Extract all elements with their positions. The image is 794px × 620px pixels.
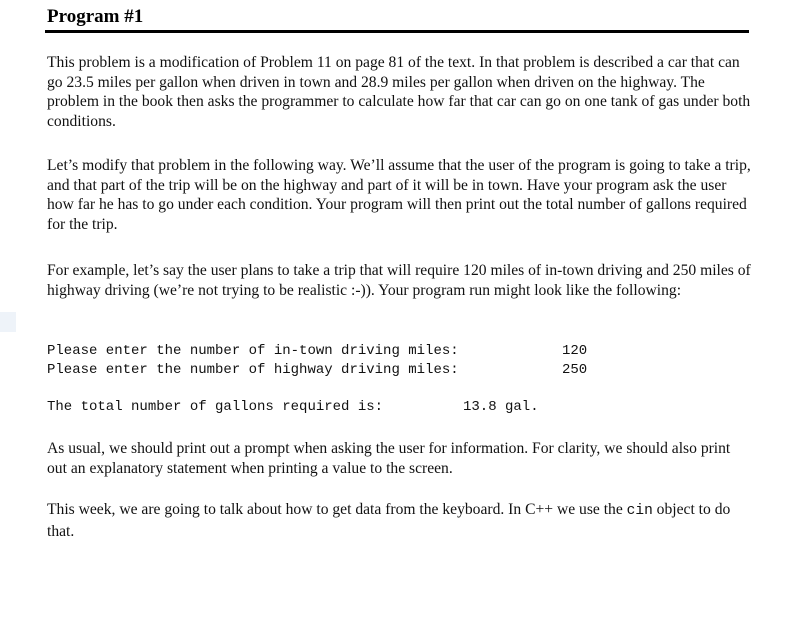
sample-run-value-town: 120 [562, 343, 588, 359]
margin-marker [0, 312, 16, 332]
paragraph-cin-text-after: object to do that. [47, 501, 731, 540]
sample-run-result-label: The total number of gallons required is: [47, 399, 384, 415]
sample-run-prompt-town: Please enter the number of in-town driving miles: [47, 343, 459, 359]
paragraph-prompts: As usual, we should print out a prompt when asking the user for information. For clarity, we should also print out an explanatory statement when printing a value to the screen. [47, 440, 731, 477]
paragraph-intro: This problem is a modification of Problem 11 on page 81 of the text. In that problem is described a car that can go 23.5 miles per gallon when driven in town and 28.9 miles per gallon when driven on the highway. The problem in the book then asks the programmer to calculate how far that car can go on one tank of gas under both conditions. [47, 54, 751, 130]
page-title: Program #1 [47, 6, 144, 27]
sample-run-value-highway: 250 [562, 362, 588, 378]
paragraph-modification: Let’s modify that problem in the following way. We’ll assume that the user of the program is going to take a trip, and that part of the trip will be on the highway and part of it will be in town. Have your program ask the user how far he has to go under each condition. Your program will then print out the total number of gallons required for the trip. [47, 157, 751, 233]
title-underline [45, 30, 749, 33]
inline-code-cin: cin [626, 503, 653, 519]
paragraph-example: For example, let’s say the user plans to take a trip that will require 120 miles of in-town driving and 250 miles of highway driving (we’re not trying to be realistic :-)). Your program run might look like the following: [47, 262, 751, 299]
paragraph-cin [47, 500, 752, 541]
sample-run-result-value: 13.8 gal. [463, 399, 539, 415]
paragraph-cin-text-before: This week, we are going to talk about how to get data from the keyboard. In C++ we use the [47, 501, 627, 518]
sample-run-prompt-highway: Please enter the number of highway driving miles: [47, 362, 459, 378]
